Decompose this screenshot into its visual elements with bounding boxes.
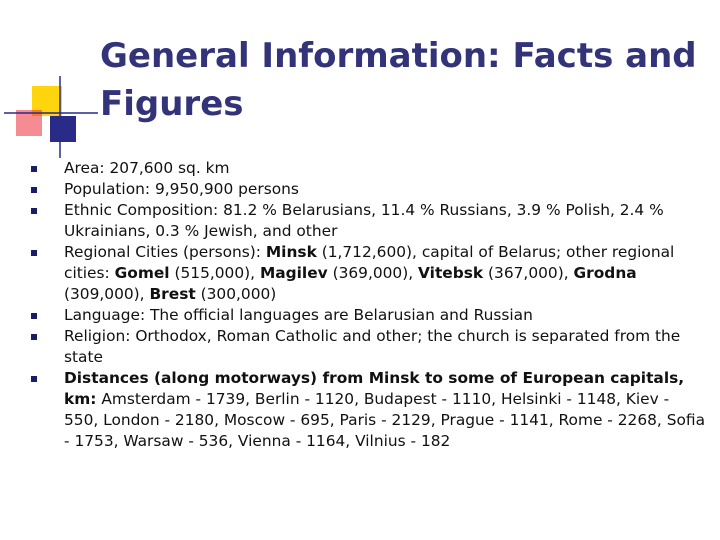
religion-text: Religion: Orthodox, Roman Catholic and other; the church is separated from the state	[64, 327, 681, 366]
distances-list: Amsterdam - 1739, Berlin - 1120, Budapest - 1110, Helsinki - 1148, Kiev - 550, London - 2180, Moscow - 695, Paris - 2129, Prague - 1141, Rome - 2268, Sofia - 1753, Warsaw - 536, Vienna - 1164, Vilnius - 182	[64, 390, 706, 450]
list-item-ethnic	[30, 200, 705, 242]
city-gomel: Gomel	[114, 264, 170, 282]
city-vitebsk: Vitebsk	[418, 264, 484, 282]
city-brest: Brest	[149, 285, 196, 303]
language-text: Language: The official languages are Belarusian and Russian	[64, 306, 533, 324]
area-text: Area: 207,600 sq. km	[64, 159, 230, 177]
square-bullet-icon	[31, 187, 37, 193]
decorative-squares-logo	[0, 0, 100, 160]
city-minsk: Minsk	[265, 243, 317, 261]
list-item-population	[30, 179, 705, 200]
minsk-detail: (1,712,600), capital of Belarus; other regional cities:	[64, 243, 675, 282]
list-item-regional-cities	[30, 242, 705, 305]
list-item-language	[30, 305, 705, 326]
vitebsk-detail: (367,000),	[483, 264, 574, 282]
square-bullet-icon	[31, 208, 37, 214]
list-item-religion	[30, 326, 705, 368]
ethnic-text: Ethnic Composition: 81.2 % Belarusians, 11.4 % Russians, 3.9 % Polish, 2.4 % Ukrainians, 0.3 % Jewish, and other	[64, 201, 664, 240]
distances-heading: Distances (along motorways) from Minsk to some of European capitals, km:	[64, 369, 685, 408]
gomel-detail: (515,000),	[169, 264, 260, 282]
regional-prefix: Regional Cities (persons):	[64, 243, 266, 261]
square-bullet-icon	[31, 313, 37, 319]
page-title: General Information: Facts and Figures	[100, 36, 697, 124]
list-item-distances	[30, 368, 705, 452]
square-bullet-icon	[31, 376, 37, 382]
facts-list	[30, 158, 705, 452]
city-magilev: Magilev	[259, 264, 328, 282]
brest-detail: (300,000)	[195, 285, 277, 303]
magilev-detail: (369,000),	[327, 264, 419, 282]
square-bullet-icon	[31, 166, 37, 172]
population-text: Population: 9,950,900 persons	[64, 180, 299, 198]
square-bullet-icon	[31, 334, 37, 340]
city-grodna: Grodna	[573, 264, 637, 282]
square-bullet-icon	[31, 250, 37, 256]
grodna-detail: (309,000),	[64, 285, 150, 303]
list-item-area	[30, 158, 705, 179]
